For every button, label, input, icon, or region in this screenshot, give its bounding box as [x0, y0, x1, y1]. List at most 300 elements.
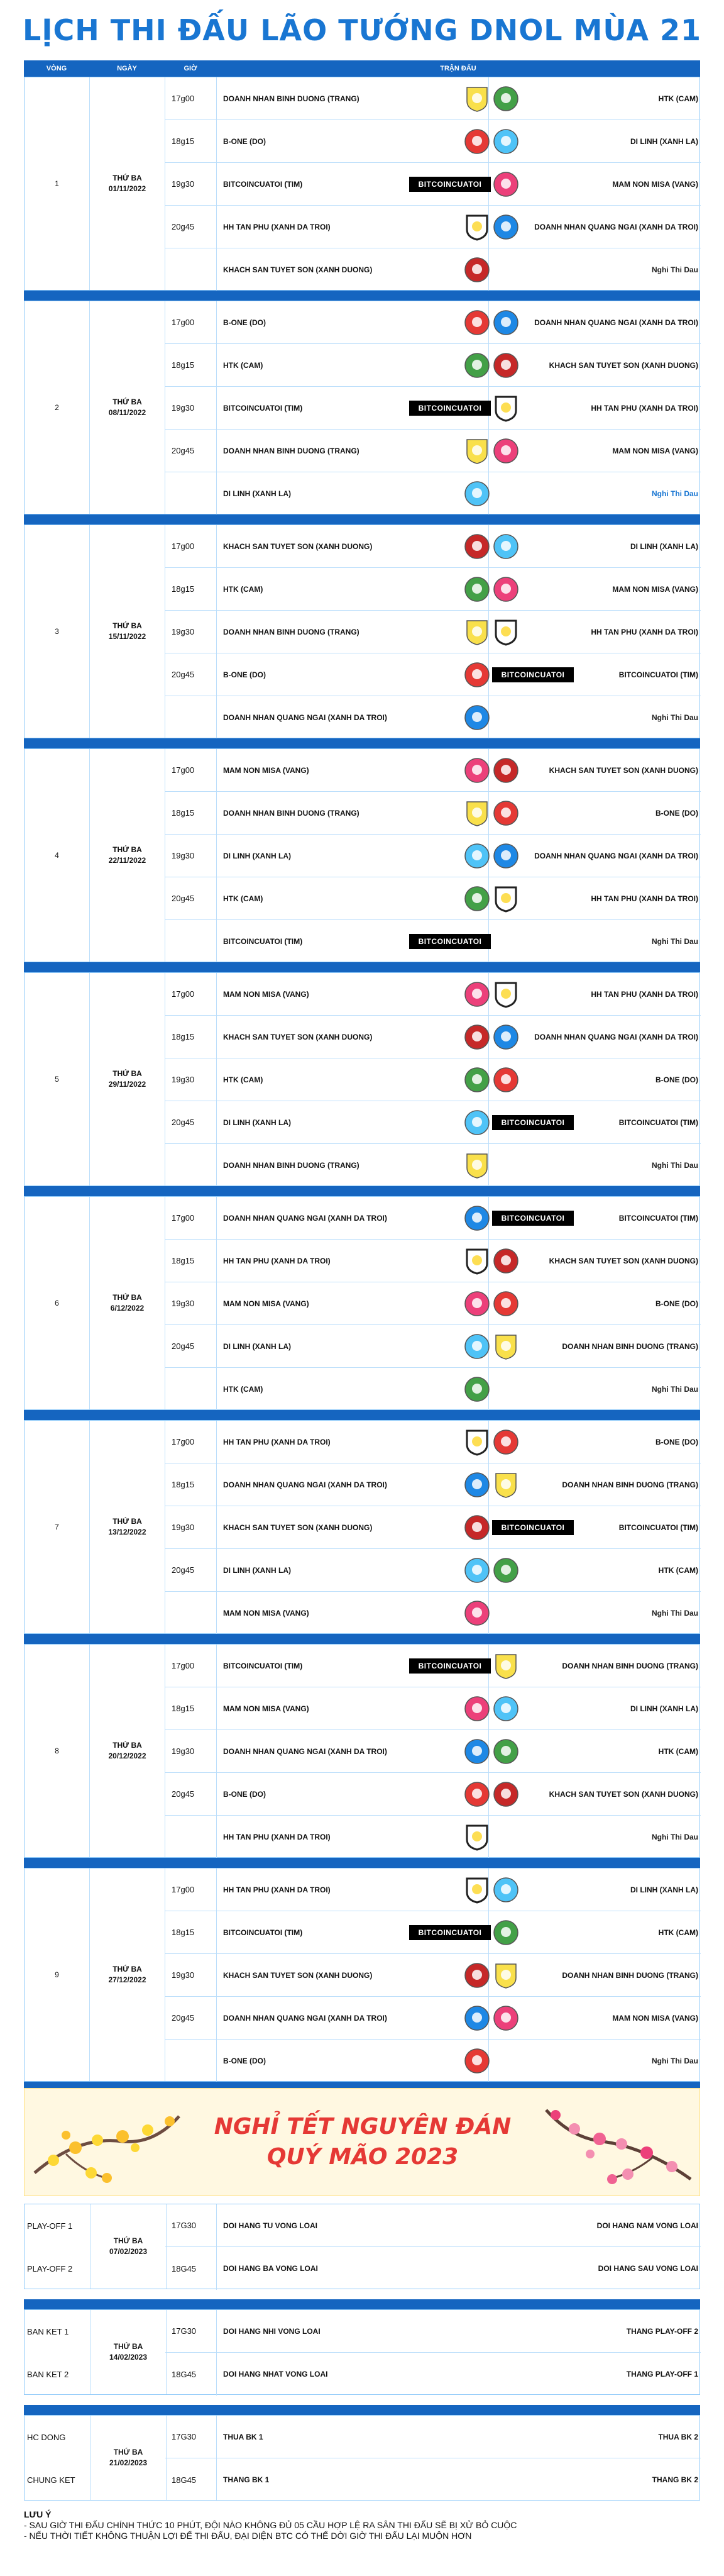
team-badge-icon — [463, 885, 491, 913]
home-team: DOANH NHAN BINH DUONG (TRANG) — [223, 627, 359, 636]
away-team: DI LINH (XANH LA) — [630, 1885, 698, 1894]
round-weekday: THỨ BA — [112, 1965, 142, 1974]
team-badge-icon — [463, 842, 491, 870]
round-block — [24, 77, 700, 291]
round-number: 9 — [25, 1868, 90, 2081]
home-team: HH TAN PHU (XANH DA TROI) — [223, 1437, 331, 1446]
home-team: MAM NON MISA (VANG) — [223, 989, 309, 999]
home-team: DI LINH (XANH LA) — [223, 489, 291, 498]
home-team: DOANH NHAN QUANG NGAI (XANH DA TROI) — [223, 1746, 387, 1756]
match-row — [165, 472, 701, 515]
playoff-weekday: THỨ BA — [113, 2342, 143, 2351]
team-badge-icon — [463, 757, 491, 784]
round-number: 8 — [25, 1645, 90, 1857]
round-weekday: THỨ BA — [112, 845, 142, 854]
round-separator — [24, 514, 700, 525]
round-number: 2 — [25, 301, 90, 514]
team-badge-icon — [492, 1557, 520, 1584]
match-row — [165, 1997, 701, 2040]
team-badge-icon — [463, 575, 491, 603]
match-time: 19g30 — [165, 1282, 217, 1324]
playoff-home: THUA BK 1 — [223, 2432, 263, 2441]
home-team: MAM NON MISA (VANG) — [223, 765, 309, 775]
round-weekday: THỨ BA — [112, 397, 142, 406]
bitcoincuatoi-logo: BITCOINCUATOI — [492, 1211, 574, 1226]
match-time: 19g30 — [165, 1954, 217, 1996]
team-badge-icon — [463, 128, 491, 155]
playoff-weekday: THỨ BA — [113, 2236, 143, 2245]
match-time — [165, 248, 217, 291]
team-badge-icon — [463, 2047, 491, 2075]
team-badge-icon — [492, 85, 520, 113]
round-block — [24, 301, 700, 514]
match-row — [165, 792, 701, 835]
bitcoincuatoi-logo: BITCOINCUATOI — [409, 934, 491, 949]
team-badge-icon — [492, 1738, 520, 1765]
match-row — [165, 1144, 701, 1187]
away-team: HTK (CAM) — [658, 1565, 698, 1575]
playoff-date-value: 14/02/2023 — [109, 2353, 148, 2362]
team-badge-icon — [463, 85, 491, 113]
bitcoincuatoi-logo: BITCOINCUATOI — [409, 401, 491, 416]
round-date-value: 29/11/2022 — [108, 1080, 146, 1089]
match-row — [165, 1911, 701, 1954]
playoff-away: THANG PLAY-OFF 1 — [626, 2370, 698, 2379]
rest-status: Nghi Thi Dau — [652, 1161, 698, 1170]
playoff-block — [24, 2204, 700, 2289]
team-badge-icon — [492, 1695, 520, 1723]
playoff-home: DOI HANG NHI VONG LOAI — [223, 2326, 321, 2336]
away-team: DOANH NHAN BINH DUONG (TRANG) — [562, 1661, 698, 1670]
away-team: DOANH NHAN BINH DUONG (TRANG) — [562, 1480, 698, 1489]
bitcoincuatoi-logo: BITCOINCUATOI — [492, 1115, 574, 1130]
round-date-value: 15/11/2022 — [108, 632, 146, 641]
round-block — [24, 1868, 700, 2082]
team-badge-icon — [492, 885, 520, 913]
col-date: NGÀY — [117, 65, 137, 72]
away-team: MAM NON MISA (VANG) — [612, 179, 698, 189]
home-team: BITCOINCUATOI (TIM) — [223, 937, 303, 946]
match-row — [165, 1282, 701, 1325]
team-badge-icon — [463, 1780, 491, 1808]
playoff-time: 17G30 — [165, 2204, 217, 2246]
round-separator — [24, 962, 700, 972]
match-row — [165, 77, 701, 120]
match-time: 20g45 — [165, 1997, 217, 2039]
home-team: HH TAN PHU (XANH DA TROI) — [223, 1256, 331, 1265]
match-time — [165, 1144, 217, 1187]
home-team: HTK (CAM) — [223, 360, 263, 370]
playoff-row — [165, 2416, 701, 2458]
tet-line-2: QUÝ MÃO 2023 — [266, 2144, 459, 2170]
home-team: MAM NON MISA (VANG) — [223, 1299, 309, 1308]
match-time: 20g45 — [165, 430, 217, 472]
match-time: 19g30 — [165, 387, 217, 429]
team-badge-icon — [463, 1247, 491, 1275]
round-weekday: THỨ BA — [112, 1517, 142, 1526]
match-time: 18g15 — [165, 1911, 217, 1953]
rest-status: Nghi Thi Dau — [652, 713, 698, 722]
home-team: KHACH SAN TUYET SON (XANH DUONG) — [223, 1970, 373, 1980]
match-row — [165, 1730, 701, 1773]
team-badge-icon — [463, 533, 491, 560]
match-row — [165, 749, 701, 792]
match-time: 19g30 — [165, 1058, 217, 1101]
match-row — [165, 120, 701, 163]
playoff-row — [165, 2310, 701, 2353]
match-time: 18g15 — [165, 1016, 217, 1058]
rest-status: Nghi Thi Dau — [652, 265, 698, 274]
home-team: B-ONE (DO) — [223, 136, 266, 146]
home-team: DOANH NHAN BINH DUONG (TRANG) — [223, 1161, 359, 1170]
team-badge-icon — [463, 1471, 491, 1499]
match-time: 18g15 — [165, 1240, 217, 1282]
match-row — [165, 206, 701, 248]
playoff-away: THANG BK 2 — [652, 2475, 698, 2484]
away-team: DOANH NHAN QUANG NGAI (XANH DA TROI) — [534, 851, 698, 860]
team-badge-icon — [492, 757, 520, 784]
home-team: MAM NON MISA (VANG) — [223, 1704, 309, 1713]
notes — [24, 2509, 700, 2541]
team-badge-icon — [492, 437, 520, 465]
match-row — [165, 1954, 701, 1997]
team-badge-icon — [463, 704, 491, 731]
match-time: 18g15 — [165, 1463, 217, 1506]
match-row — [165, 1101, 701, 1144]
round-date — [90, 749, 165, 962]
team-badge-icon — [463, 1290, 491, 1318]
team-badge-icon — [492, 1023, 520, 1051]
rest-status: Nghi Thi Dau — [652, 1609, 698, 1618]
team-badge-icon — [463, 980, 491, 1008]
bitcoincuatoi-logo: BITCOINCUATOI — [409, 1925, 491, 1940]
match-time: 17g00 — [165, 973, 217, 1015]
away-team: B-ONE (DO) — [655, 1299, 698, 1308]
round-number: 6 — [25, 1197, 90, 1409]
match-row — [165, 248, 701, 291]
away-team: HH TAN PHU (XANH DA TROI) — [591, 894, 698, 903]
home-team: KHACH SAN TUYET SON (XANH DUONG) — [223, 541, 373, 551]
playoff-label: PLAY-OFF 1 — [27, 2221, 73, 2231]
away-team: HTK (CAM) — [658, 94, 698, 103]
match-row — [165, 1421, 701, 1463]
peach-blossom-icon — [540, 2097, 697, 2192]
team-badge-icon — [463, 309, 491, 336]
playoff-separator — [24, 2299, 700, 2309]
away-team: KHACH SAN TUYET SON (XANH DUONG) — [549, 1256, 698, 1265]
team-badge-icon — [463, 213, 491, 241]
round-block — [24, 1644, 700, 1858]
home-team: B-ONE (DO) — [223, 2057, 266, 2065]
match-row — [165, 1506, 701, 1549]
round-separator — [24, 1410, 700, 1420]
home-team: B-ONE (DO) — [223, 318, 266, 327]
round-number: 5 — [25, 973, 90, 1185]
round-date — [90, 77, 165, 290]
playoff-date — [90, 2204, 167, 2289]
round-date — [90, 1421, 165, 1633]
notes-heading: LƯU Ý — [24, 2509, 52, 2519]
match-time: 17g00 — [165, 525, 217, 567]
team-badge-icon — [492, 1780, 520, 1808]
playoff-row — [165, 2353, 701, 2396]
home-team: HH TAN PHU (XANH DA TROI) — [223, 222, 331, 231]
rest-status: Nghi Thi Dau — [652, 937, 698, 946]
team-badge-icon — [463, 437, 491, 465]
team-badge-icon — [463, 1514, 491, 1541]
home-team: B-ONE (DO) — [223, 1789, 266, 1799]
match-time: 17g00 — [165, 1868, 217, 1911]
home-team: KHACH SAN TUYET SON (XANH DUONG) — [223, 1032, 373, 1041]
match-row — [165, 1687, 701, 1730]
match-row — [165, 835, 701, 877]
match-row — [165, 1368, 701, 1411]
round-weekday: THỨ BA — [112, 621, 142, 630]
match-row — [165, 430, 701, 472]
note-line-1: - SAU GIỜ THI ĐẤU CHÍNH THỨC 10 PHÚT, ĐỘI NÀO KHÔNG ĐỦ 05 CẦU HỢP LỆ RA SÂN THI ĐẤU SẼ BỊ XỬ BỎ CUỘC — [24, 2520, 517, 2530]
away-team: BITCOINCUATOI (TIM) — [618, 1118, 698, 1127]
match-time: 20g45 — [165, 1325, 217, 1367]
home-team: HH TAN PHU (XANH DA TROI) — [223, 1833, 331, 1841]
round-block — [24, 1420, 700, 1634]
playoff-time: 18G45 — [165, 2458, 217, 2501]
team-badge-icon — [463, 1375, 491, 1403]
bitcoincuatoi-logo: BITCOINCUATOI — [409, 1658, 491, 1674]
round-date-value: 01/11/2022 — [108, 184, 146, 193]
page-title: LỊCH THI ĐẤU LÃO TƯỚNG DNOL MÙA 21 — [23, 13, 701, 47]
team-badge-icon — [492, 1066, 520, 1094]
away-team: HH TAN PHU (XANH DA TROI) — [591, 989, 698, 999]
playoff-away: DOI HANG SAU VONG LOAI — [598, 2264, 698, 2273]
away-team: DOANH NHAN BINH DUONG (TRANG) — [562, 1341, 698, 1351]
team-badge-icon — [492, 1876, 520, 1904]
match-row — [165, 1016, 701, 1058]
team-badge-icon — [492, 1247, 520, 1275]
match-time: 17g00 — [165, 1421, 217, 1463]
table-header — [24, 60, 700, 77]
round-weekday: THỨ BA — [112, 1293, 142, 1302]
team-badge-icon — [492, 2004, 520, 2032]
playoff-date-value: 21/02/2023 — [109, 2458, 148, 2467]
match-time: 17g00 — [165, 301, 217, 343]
team-badge-icon — [492, 352, 520, 379]
match-row — [165, 387, 701, 430]
home-team: HH TAN PHU (XANH DA TROI) — [223, 1885, 331, 1894]
playoff-time: 18G45 — [165, 2353, 217, 2396]
team-badge-icon — [492, 128, 520, 155]
team-badge-icon — [492, 213, 520, 241]
playoff-time: 17G30 — [165, 2310, 217, 2352]
team-badge-icon — [492, 1428, 520, 1456]
match-time: 18g15 — [165, 344, 217, 386]
match-row — [165, 2040, 701, 2082]
team-badge-icon — [492, 842, 520, 870]
round-separator — [24, 738, 700, 748]
round-date-value: 13/12/2022 — [108, 1528, 146, 1536]
team-badge-icon — [492, 170, 520, 198]
home-team: BITCOINCUATOI (TIM) — [223, 1928, 303, 1937]
match-time: 19g30 — [165, 835, 217, 877]
home-team: DI LINH (XANH LA) — [223, 851, 291, 860]
round-weekday: THỨ BA — [112, 1069, 142, 1078]
playoff-block — [24, 2415, 700, 2501]
match-time: 17g00 — [165, 1645, 217, 1687]
rest-status: Nghi Thi Dau — [652, 1385, 698, 1394]
home-team: DOANH NHAN QUANG NGAI (XANH DA TROI) — [223, 713, 387, 722]
team-badge-icon — [463, 1738, 491, 1765]
match-time: 18g15 — [165, 568, 217, 610]
round-number: 1 — [25, 77, 90, 290]
match-row — [165, 1868, 701, 1911]
match-time: 20g45 — [165, 1101, 217, 1143]
home-team: DI LINH (XANH LA) — [223, 1565, 291, 1575]
away-team: HH TAN PHU (XANH DA TROI) — [591, 403, 698, 413]
match-time — [165, 920, 217, 963]
team-badge-icon — [492, 1290, 520, 1318]
match-time: 18g15 — [165, 120, 217, 162]
away-team: DI LINH (XANH LA) — [630, 136, 698, 146]
home-team: BITCOINCUATOI (TIM) — [223, 403, 303, 413]
bitcoincuatoi-logo: BITCOINCUATOI — [492, 667, 574, 682]
match-row — [165, 525, 701, 568]
playoff-away: THANG PLAY-OFF 2 — [626, 2326, 698, 2336]
match-time: 19g30 — [165, 1506, 217, 1548]
playoff-separator — [24, 2405, 700, 2415]
away-team: MAM NON MISA (VANG) — [612, 584, 698, 594]
away-team: HTK (CAM) — [658, 1928, 698, 1937]
away-team: B-ONE (DO) — [655, 1075, 698, 1084]
match-time: 19g30 — [165, 163, 217, 205]
match-row — [165, 1592, 701, 1635]
tet-banner — [24, 2088, 700, 2196]
home-team: HTK (CAM) — [223, 1075, 263, 1084]
away-team: KHACH SAN TUYET SON (XANH DUONG) — [549, 1789, 698, 1799]
home-team: DOANH NHAN BINH DUONG (TRANG) — [223, 94, 359, 103]
away-team: HH TAN PHU (XANH DA TROI) — [591, 627, 698, 636]
match-row — [165, 611, 701, 653]
team-badge-icon — [492, 309, 520, 336]
col-round: VÒNG — [46, 65, 67, 72]
bitcoincuatoi-logo: BITCOINCUATOI — [409, 177, 491, 192]
match-row — [165, 1816, 701, 1858]
away-team: B-ONE (DO) — [655, 808, 698, 818]
match-time: 20g45 — [165, 877, 217, 919]
playoff-date — [90, 2310, 167, 2394]
match-time: 18g15 — [165, 792, 217, 834]
match-time: 17g00 — [165, 77, 217, 119]
match-row — [165, 1240, 701, 1282]
match-time — [165, 1816, 217, 1858]
match-row — [165, 653, 701, 696]
team-badge-icon — [463, 1557, 491, 1584]
round-number: 3 — [25, 525, 90, 738]
team-badge-icon — [492, 618, 520, 646]
away-team: MAM NON MISA (VANG) — [612, 2013, 698, 2023]
round-date — [90, 525, 165, 738]
match-row — [165, 920, 701, 963]
round-date-value: 6/12/2022 — [110, 1304, 145, 1313]
playoff-label: PLAY-OFF 2 — [27, 2263, 73, 2273]
playoff-date — [90, 2416, 167, 2500]
match-time: 17g00 — [165, 1197, 217, 1239]
home-team: DOANH NHAN QUANG NGAI (XANH DA TROI) — [223, 1480, 387, 1489]
team-badge-icon — [463, 1066, 491, 1094]
rest-status: Nghi Thi Dau — [652, 2057, 698, 2065]
away-team: DOANH NHAN QUANG NGAI (XANH DA TROI) — [534, 222, 698, 231]
match-row — [165, 1325, 701, 1368]
round-block — [24, 972, 700, 1186]
team-badge-icon — [492, 1333, 520, 1360]
match-row — [165, 568, 701, 611]
away-team: BITCOINCUATOI (TIM) — [618, 1213, 698, 1223]
match-row — [165, 344, 701, 387]
team-badge-icon — [463, 352, 491, 379]
match-time — [165, 472, 217, 515]
playoff-label: HC DONG — [27, 2432, 66, 2442]
bitcoincuatoi-logo: BITCOINCUATOI — [492, 1520, 574, 1535]
rest-status: Nghi Thi Dau — [652, 1833, 698, 1841]
match-row — [165, 1549, 701, 1592]
round-block — [24, 748, 700, 962]
note-line-2: - NẾU THỜI TIẾT KHÔNG THUẬN LỢI ĐỂ THI ĐẤU, ĐẠI DIỆN BTC CÓ THỂ DỜI GIỜ THI ĐẤU LẠI MUỘN HƠN — [24, 2531, 472, 2541]
team-badge-icon — [463, 256, 491, 284]
home-team: BITCOINCUATOI (TIM) — [223, 179, 303, 189]
round-date-value: 08/11/2022 — [108, 408, 146, 417]
match-time: 19g30 — [165, 1730, 217, 1772]
match-row — [165, 1463, 701, 1506]
match-time: 18g15 — [165, 1687, 217, 1729]
home-team: DOANH NHAN BINH DUONG (TRANG) — [223, 446, 359, 455]
home-team: DI LINH (XANH LA) — [223, 1118, 291, 1127]
home-team: DOANH NHAN BINH DUONG (TRANG) — [223, 808, 359, 818]
round-date — [90, 973, 165, 1185]
match-time: 20g45 — [165, 1549, 217, 1591]
team-badge-icon — [492, 1471, 520, 1499]
home-team: B-ONE (DO) — [223, 670, 266, 679]
team-badge-icon — [463, 1333, 491, 1360]
playoff-home: DOI HANG BA VONG LOAI — [223, 2264, 318, 2273]
team-badge-icon — [463, 1152, 491, 1179]
playoff-label: CHUNG KET — [27, 2475, 75, 2485]
round-number: 4 — [25, 749, 90, 962]
away-team: DI LINH (XANH LA) — [630, 1704, 698, 1713]
playoff-block — [24, 2309, 700, 2395]
round-number: 7 — [25, 1421, 90, 1633]
away-team: B-ONE (DO) — [655, 1437, 698, 1446]
match-row — [165, 696, 701, 739]
team-badge-icon — [492, 799, 520, 827]
playoff-away: THUA BK 2 — [658, 2432, 698, 2441]
team-badge-icon — [492, 575, 520, 603]
round-block — [24, 1196, 700, 1410]
match-time: 20g45 — [165, 206, 217, 248]
round-block — [24, 525, 700, 738]
away-team: BITCOINCUATOI (TIM) — [618, 670, 698, 679]
playoff-label: BAN KET 2 — [27, 2369, 69, 2379]
team-badge-icon — [492, 980, 520, 1008]
col-match: TRẬN ĐẤU — [440, 65, 476, 72]
round-separator — [24, 1634, 700, 1644]
home-team: DOANH NHAN QUANG NGAI (XANH DA TROI) — [223, 2013, 387, 2023]
playoff-time: 17G30 — [165, 2416, 217, 2458]
playoff-row — [165, 2458, 701, 2501]
match-row — [165, 1645, 701, 1687]
round-separator — [24, 1186, 700, 1196]
match-row — [165, 1773, 701, 1816]
team-badge-icon — [463, 480, 491, 508]
match-row — [165, 301, 701, 344]
match-time — [165, 1592, 217, 1635]
